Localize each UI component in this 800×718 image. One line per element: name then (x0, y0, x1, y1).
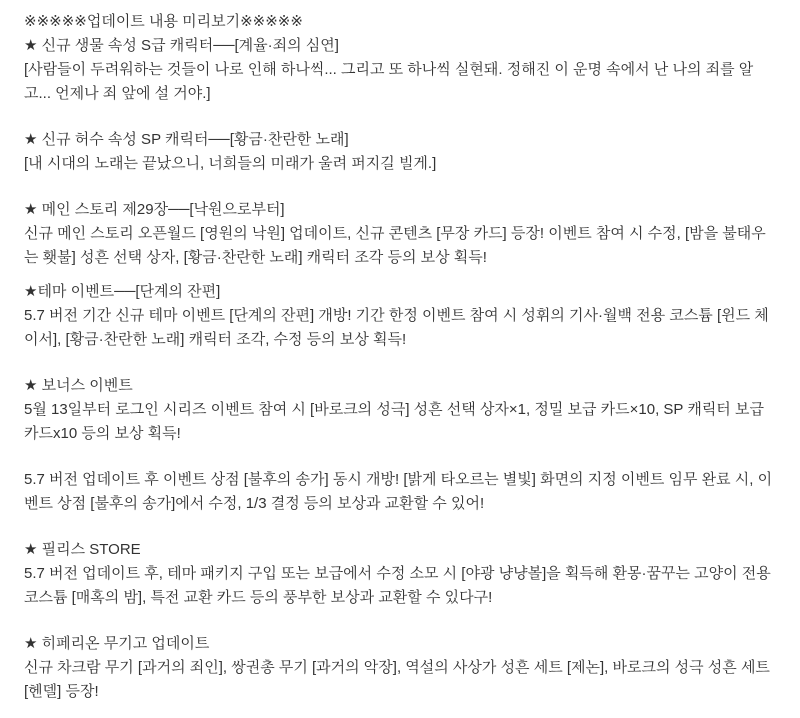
section-body-login-event: 5월 13일부터 로그인 시리즈 이벤트 참여 시 [바로크의 성극] 성흔 선택 상자×1, 정밀 보급 카드×10, SP 캐릭터 보급 카드x10 등의 보상 획득! (24, 401, 764, 442)
character-quote-s-class: [사람들이 두려워하는 것들이 나로 인해 하나씩... 그리고 또 하나씩 실현돼. 정해진 이 운명 속에서 난 나의 죄를 알고... 언제나 죄 앞에 설 거야.] (24, 61, 754, 102)
section-heading-theme-event: ★테마 이벤트──[단계의 잔편] (24, 283, 221, 300)
document-title: ※※※※※업데이트 내용 미리보기※※※※※ (24, 13, 303, 30)
character-quote-sp: [내 시대의 노래는 끝났으니, 너희들의 미래가 울려 퍼지길 빌게.] (24, 155, 437, 172)
section-body-hyperion-armory: 신규 차크람 무기 [과거의 죄인], 쌍권총 무기 [과거의 악장], 역설의 사상가 성흔 세트 [제논], 바로크의 성극 성흔 세트 [헨델] 등장! (24, 659, 770, 700)
section-heading-bonus-event: ★ 보너스 이벤트 (24, 377, 133, 394)
section-heading-s-class-character: ★ 신규 생물 속성 S급 캐릭터──[계율·죄의 심연] (24, 37, 339, 54)
section-body-theme-event: 5.7 버전 기간 신규 테마 이벤트 [단계의 잔편] 개방! 기간 한정 이벤트 참여 시 성휘의 기사·월백 전용 코스튬 [윈드 체이서], [황금·찬란한 노래] 캐릭터 조각, 수정 등의 보상 획득! (24, 307, 769, 348)
section-heading-hyperion-armory: ★ 히페리온 무기고 업데이트 (24, 635, 210, 652)
section-heading-sp-character: ★ 신규 허수 속성 SP 캐릭터──[황금·찬란한 노래] (24, 131, 349, 148)
section-body-event-shop: 5.7 버전 업데이트 후 이벤트 상점 [불후의 송가] 동시 개방! [밝게 타오르는 별빛] 화면의 지정 이벤트 임무 완료 시, 이벤트 상점 [불후의 송가]에서 수정, 1/3 결정 등의 보상과 교환할 수 있어! (24, 471, 773, 512)
section-body-main-story: 신규 메인 스토리 오픈월드 [영원의 낙원] 업데이트, 신규 콘텐츠 [무장 카드] 등장! 이벤트 참여 시 수정, [밤을 불태우는 횃불] 성흔 선택 상자, [황금·찬란한 노래] 캐릭터 조각 등의 보상 획득! (24, 225, 766, 266)
section-body-phyllis-store: 5.7 버전 업데이트 후, 테마 패키지 구입 또는 보급에서 수정 소모 시 [야광 냥냥볼]을 획득해 환몽·꿈꾸는 고양이 전용 코스튬 [매혹의 밤], 특전 교환 카드 등의 풍부한 보상과 교환할 수 있다구! (24, 565, 771, 606)
section-heading-main-story: ★ 메인 스토리 제29장──[낙원으로부터] (24, 201, 285, 218)
section-heading-phyllis-store: ★ 필리스 STORE (24, 541, 141, 558)
